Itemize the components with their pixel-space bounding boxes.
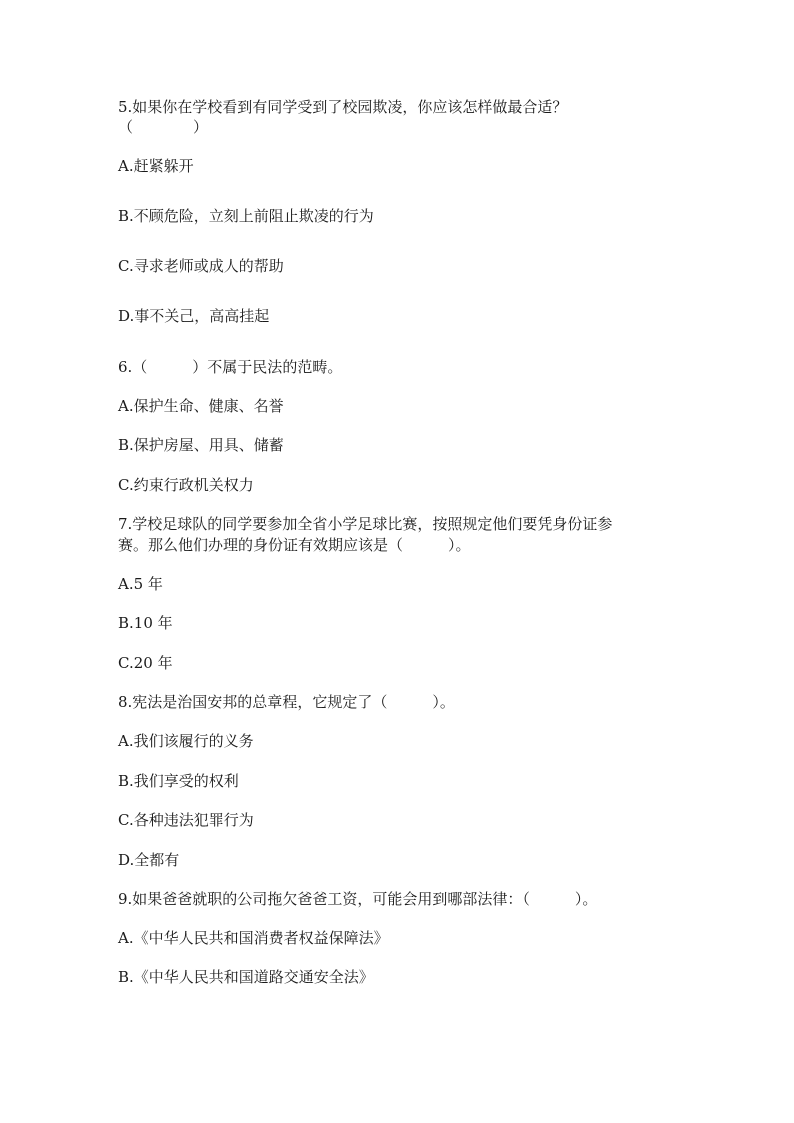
question-7-option-a: A.5 年	[118, 575, 163, 593]
question-9-option-a: A.《中华人民共和国消费者权益保障法》	[118, 929, 389, 947]
question-7-stem-line-1: 7.学校足球队的同学要参加全省小学足球比赛，按照规定他们要凭身份证参	[118, 515, 613, 533]
question-6-option-a: A.保护生命、健康、名誉	[118, 397, 284, 415]
question-5-option-d: D.事不关己，高高挂起	[118, 307, 270, 325]
question-9-option-b: B.《中华人民共和国道路交通安全法》	[118, 968, 374, 986]
question-5-option-c: C.寻求老师或成人的帮助	[118, 257, 284, 275]
question-9-stem: 9.如果爸爸就职的公司拖欠爸爸工资，可能会用到哪部法律：（ ）。	[118, 890, 598, 908]
question-6-option-b: B.保护房屋、用具、储蓄	[118, 436, 284, 454]
question-8-stem: 8.宪法是治国安邦的总章程，它规定了（ ）。	[118, 693, 455, 711]
question-5-option-b: B.不顾危险，立刻上前阻止欺凌的行为	[118, 207, 374, 225]
question-7-option-c: C.20 年	[118, 654, 173, 672]
question-6-option-c: C.约束行政机关权力	[118, 476, 254, 494]
question-7-stem-line-2: 赛。那么他们办理的身份证有效期应该是（ ）。	[118, 536, 471, 554]
question-8-option-d: D.全都有	[118, 851, 180, 869]
question-5-blank: （ ）	[118, 118, 209, 136]
question-5-option-a: A.赶紧躲开	[118, 157, 194, 175]
question-7-option-b: B.10 年	[118, 614, 173, 632]
question-8-option-c: C.各种违法犯罪行为	[118, 811, 254, 829]
question-8-option-a: A.我们该履行的义务	[118, 732, 254, 750]
question-8-option-b: B.我们享受的权利	[118, 772, 239, 790]
question-6-stem: 6.（ ）不属于民法的范畴。	[118, 358, 343, 376]
question-5-stem: 5.如果你在学校看到有同学受到了校园欺凌，你应该怎样做最合适？	[118, 98, 568, 116]
